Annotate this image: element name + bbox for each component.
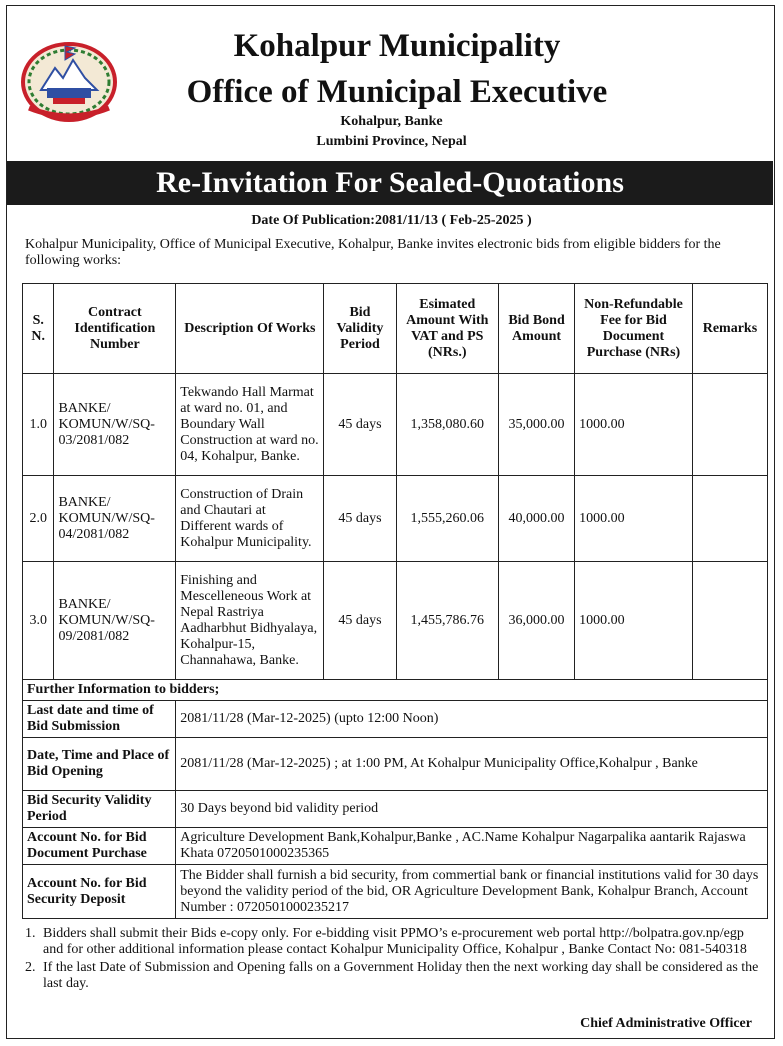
- cell-fee: 1000.00: [575, 374, 693, 476]
- cell-validity: 45 days: [324, 476, 396, 562]
- info-label: Date, Time and Place of Bid Opening: [23, 738, 176, 791]
- cell-sn: 2.0: [23, 476, 54, 562]
- cell-remarks: [692, 562, 767, 680]
- further-info-heading: Further Information to bidders;: [23, 680, 768, 701]
- table-row: [23, 476, 768, 562]
- address-line-2: Lumbini Province, Nepal: [316, 134, 467, 149]
- intro-paragraph: Kohalpur Municipality, Office of Municipal Executive, Kohalpur, Banke invites electronic bids from eligible bidders for the following works:: [25, 237, 721, 268]
- info-value: 2081/11/28 (Mar-12-2025) (upto 12:00 Noon): [176, 701, 768, 738]
- info-row: [23, 701, 768, 738]
- cell-description: Tekwando Hall Marmat at ward no. 01, and Boundary Wall Construction at ward no. 04, Kohalpur, Banke.: [176, 374, 324, 476]
- header-contract-id: Contract Identification Number: [54, 284, 176, 374]
- table-header-row: [23, 284, 768, 374]
- cell-fee: 1000.00: [575, 476, 693, 562]
- cell-remarks: [692, 374, 767, 476]
- info-row: [23, 738, 768, 791]
- cell-description: Construction of Drain and Chautari at Different wards of Kohalpur Municipality.: [176, 476, 324, 562]
- header-validity: Bid Validity Period: [324, 284, 396, 374]
- cell-estimated-amount: 1,358,080.60: [396, 374, 499, 476]
- notes-list: [25, 926, 767, 994]
- info-value: The Bidder shall furnish a bid security, from commertial bank or financial institutions valid for 30 days beyond the validity period of the bid, OR Agriculture Development Bank, Kohalpur Branch, Account Number : 0720501000235217: [176, 865, 768, 919]
- info-value: Agriculture Development Bank,Kohalpur,Banke , AC.Name Kohalpur Nagarpalika aantarik Rajaswa Khata 0720501000235365: [176, 828, 768, 865]
- office-title: Office of Municipal Executive: [186, 74, 608, 110]
- cell-contract-id: BANKE/ KOMUN/W/SQ-03/2081/082: [54, 374, 176, 476]
- cell-remarks: [692, 476, 767, 562]
- cell-sn: 3.0: [23, 562, 54, 680]
- cell-validity: 45 days: [324, 562, 396, 680]
- publication-date: Date Of Publication:2081/11/13 ( Feb-25-2025 ): [251, 213, 532, 228]
- info-label: Last date and time of Bid Submission: [23, 701, 176, 738]
- quotation-table: [22, 283, 768, 919]
- header-fee: Non-Refundable Fee for Bid Document Purchase (NRs): [575, 284, 693, 374]
- info-row: [23, 828, 768, 865]
- cell-bid-bond: 35,000.00: [499, 374, 575, 476]
- note-number: 2.: [25, 960, 36, 975]
- cell-bid-bond: 36,000.00: [499, 562, 575, 680]
- cell-description: Finishing and Mescelleneous Work at Nepal Rastriya Aadharbhut Bidhyalaya, Kohalpur-15, Channahawa, Banke.: [176, 562, 324, 680]
- info-label: Account No. for Bid Security Deposit: [23, 865, 176, 919]
- header-remarks: Remarks: [692, 284, 767, 374]
- info-label: Bid Security Validity Period: [23, 791, 176, 828]
- cell-contract-id: BANKE/ KOMUN/W/SQ-09/2081/082: [54, 562, 176, 680]
- cell-fee: 1000.00: [575, 562, 693, 680]
- notice-banner: Re-Invitation For Sealed-Quotations: [7, 161, 773, 205]
- cell-estimated-amount: 1,455,786.76: [396, 562, 499, 680]
- header-sn: S. N.: [23, 284, 54, 374]
- info-value: 2081/11/28 (Mar-12-2025) ; at 1:00 PM, At Kohalpur Municipality Office,Kohalpur , Banke: [176, 738, 768, 791]
- cell-validity: 45 days: [324, 374, 396, 476]
- cell-sn: 1.0: [23, 374, 54, 476]
- note-text: Bidders shall submit their Bids e-copy only. For e-bidding visit PPMO’s e-procurement web portal http://bolpatra.gov.np/egp and for other additional information please contact Kohalpur Municipality Office, Kohalpur , Banke Contact No: 081-540318: [43, 926, 747, 957]
- cell-estimated-amount: 1,555,260.06: [396, 476, 499, 562]
- note-text: If the last Date of Submission and Opening falls on a Government Holiday then the next working day shall be considered as the last day.: [43, 960, 759, 991]
- municipality-title: Kohalpur Municipality: [233, 28, 561, 64]
- info-row: [23, 865, 768, 919]
- header-estimated-amount: Esimated Amount With VAT and PS (NRs.): [396, 284, 499, 374]
- cell-contract-id: BANKE/ KOMUN/W/SQ-04/2081/082: [54, 476, 176, 562]
- info-value: 30 Days beyond bid validity period: [176, 791, 768, 828]
- info-row: [23, 791, 768, 828]
- note-item: [25, 926, 767, 958]
- table-row: [23, 374, 768, 476]
- address-line-1: Kohalpur, Banke: [340, 114, 443, 129]
- municipality-emblem-icon: [19, 38, 119, 122]
- info-label: Account No. for Bid Document Purchase: [23, 828, 176, 865]
- signature-title: Chief Administrative Officer: [580, 1016, 752, 1031]
- note-number: 1.: [25, 926, 36, 941]
- cell-bid-bond: 40,000.00: [499, 476, 575, 562]
- header-bid-bond: Bid Bond Amount: [499, 284, 575, 374]
- note-item: [25, 960, 767, 992]
- header-description: Description Of Works: [176, 284, 324, 374]
- table-row: [23, 562, 768, 680]
- further-info-row: [23, 680, 768, 701]
- notice-page: [6, 5, 775, 1039]
